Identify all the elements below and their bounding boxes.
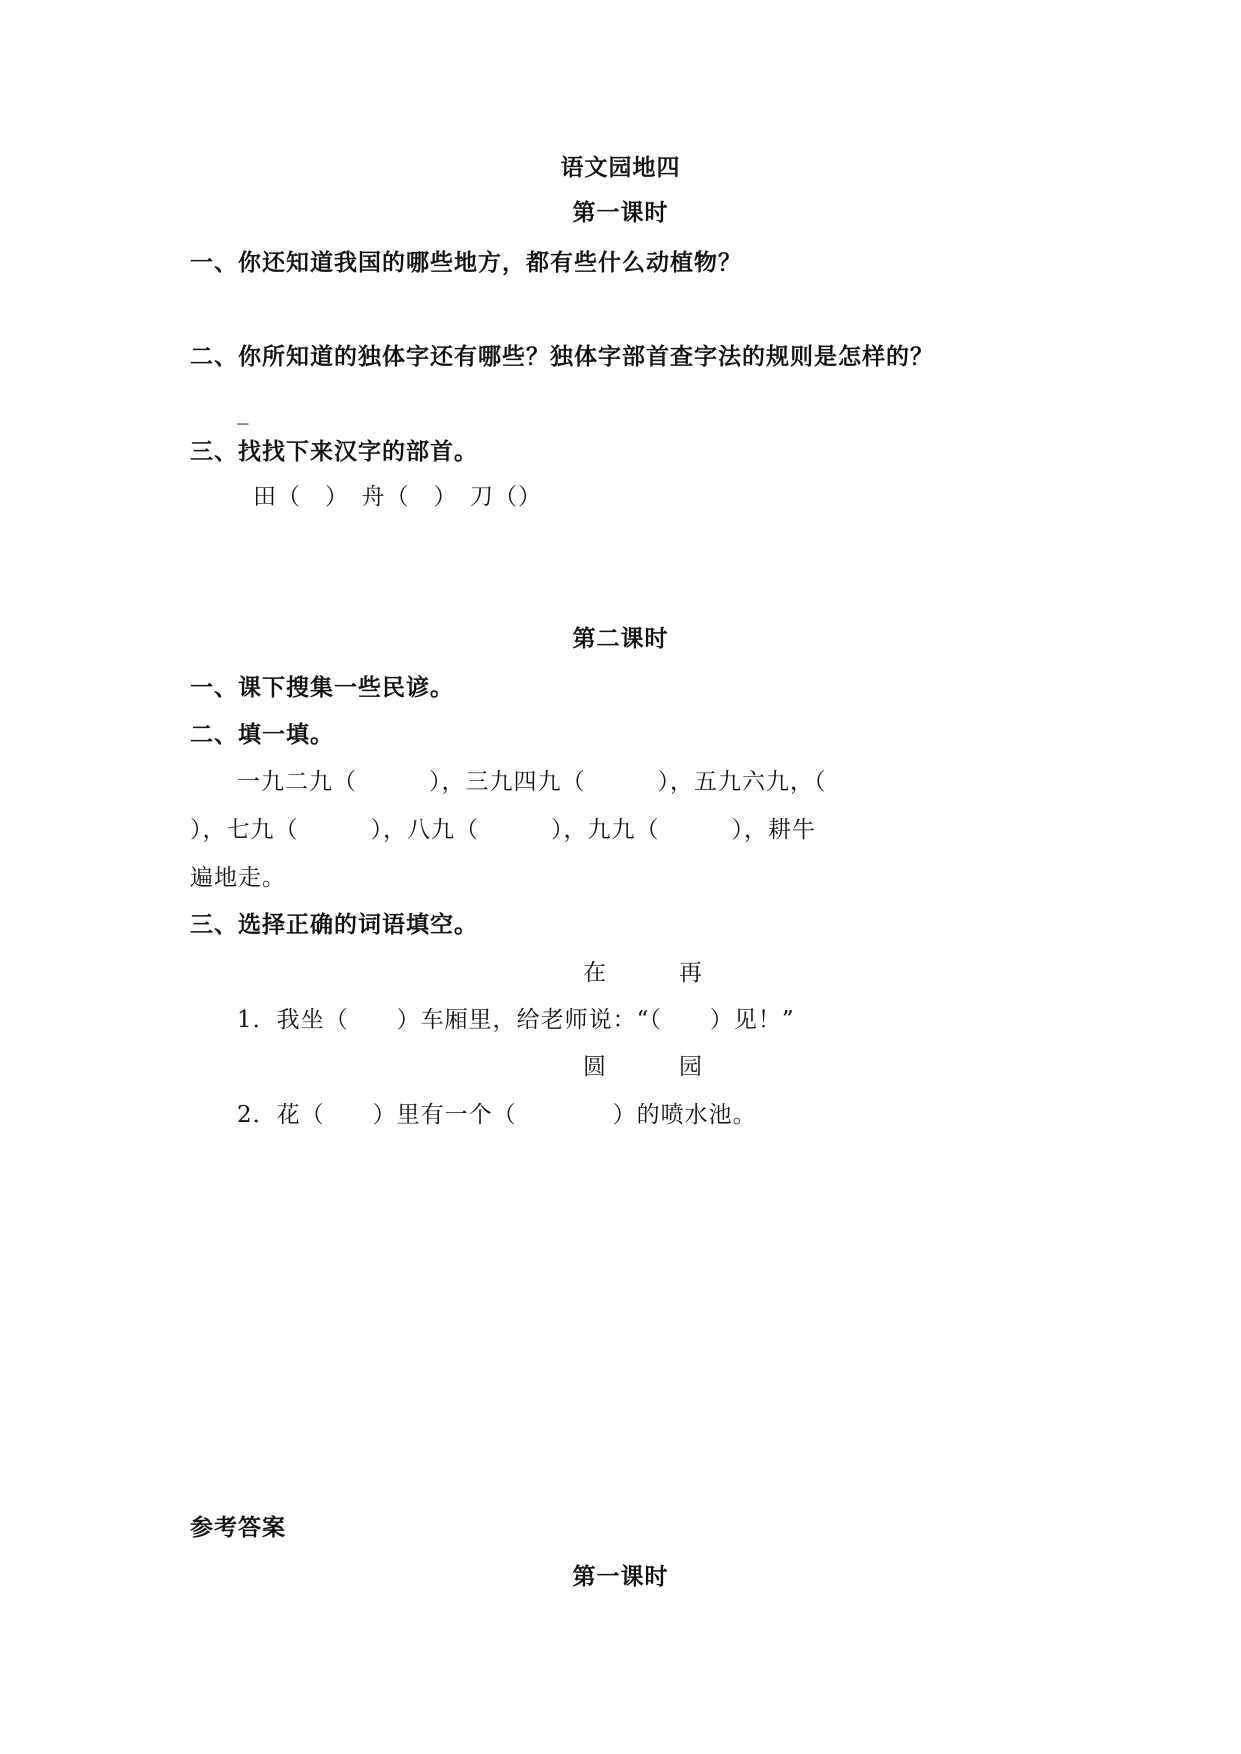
lesson1-question-1: 一、你还知道我国的哪些地方，都有些什么动植物？ xyxy=(190,249,742,276)
radical-items: 田（ ） 舟（ ） 刀（） xyxy=(253,484,542,510)
word-choices-2: 圆 园 xyxy=(583,1054,703,1080)
answers-lesson1-heading: 第一课时 xyxy=(572,1563,669,1590)
sentence-1: 1．我坐（ ）车厢里，给老师说：“（ ）见！” xyxy=(237,1007,795,1033)
lesson1-question-2: 二、你所知道的独体字还有哪些？独体字部首查字法的规则是怎样的？ xyxy=(190,343,934,370)
lesson1-question-3: 三、找找下来汉字的部首。 xyxy=(190,438,478,465)
fill-line-2: ），七九（ ），八九（ ），九九（ ），耕牛 xyxy=(190,817,816,843)
word-choices-1: 在 再 xyxy=(583,960,703,986)
lesson2-question-1: 一、课下搜集一些民谚。 xyxy=(190,674,454,701)
lesson2-question-3: 三、选择正确的词语填空。 xyxy=(190,911,478,938)
sentence-2: 2．花（ ）里有一个（ ）的喷水池。 xyxy=(237,1102,757,1128)
lesson2-question-2: 二、填一填。 xyxy=(190,721,334,748)
fill-line-3: 遍地走。 xyxy=(190,865,286,891)
answers-heading: 参考答案 xyxy=(190,1514,286,1541)
lesson2-heading: 第二课时 xyxy=(572,625,669,652)
fill-line-1: 一九二九（ ），三九四九（ ），五九六九，（ xyxy=(237,769,827,795)
answer-blank-line: _ xyxy=(237,399,250,425)
page-title: 语文园地四 xyxy=(560,154,681,181)
lesson1-heading: 第一课时 xyxy=(572,199,669,226)
